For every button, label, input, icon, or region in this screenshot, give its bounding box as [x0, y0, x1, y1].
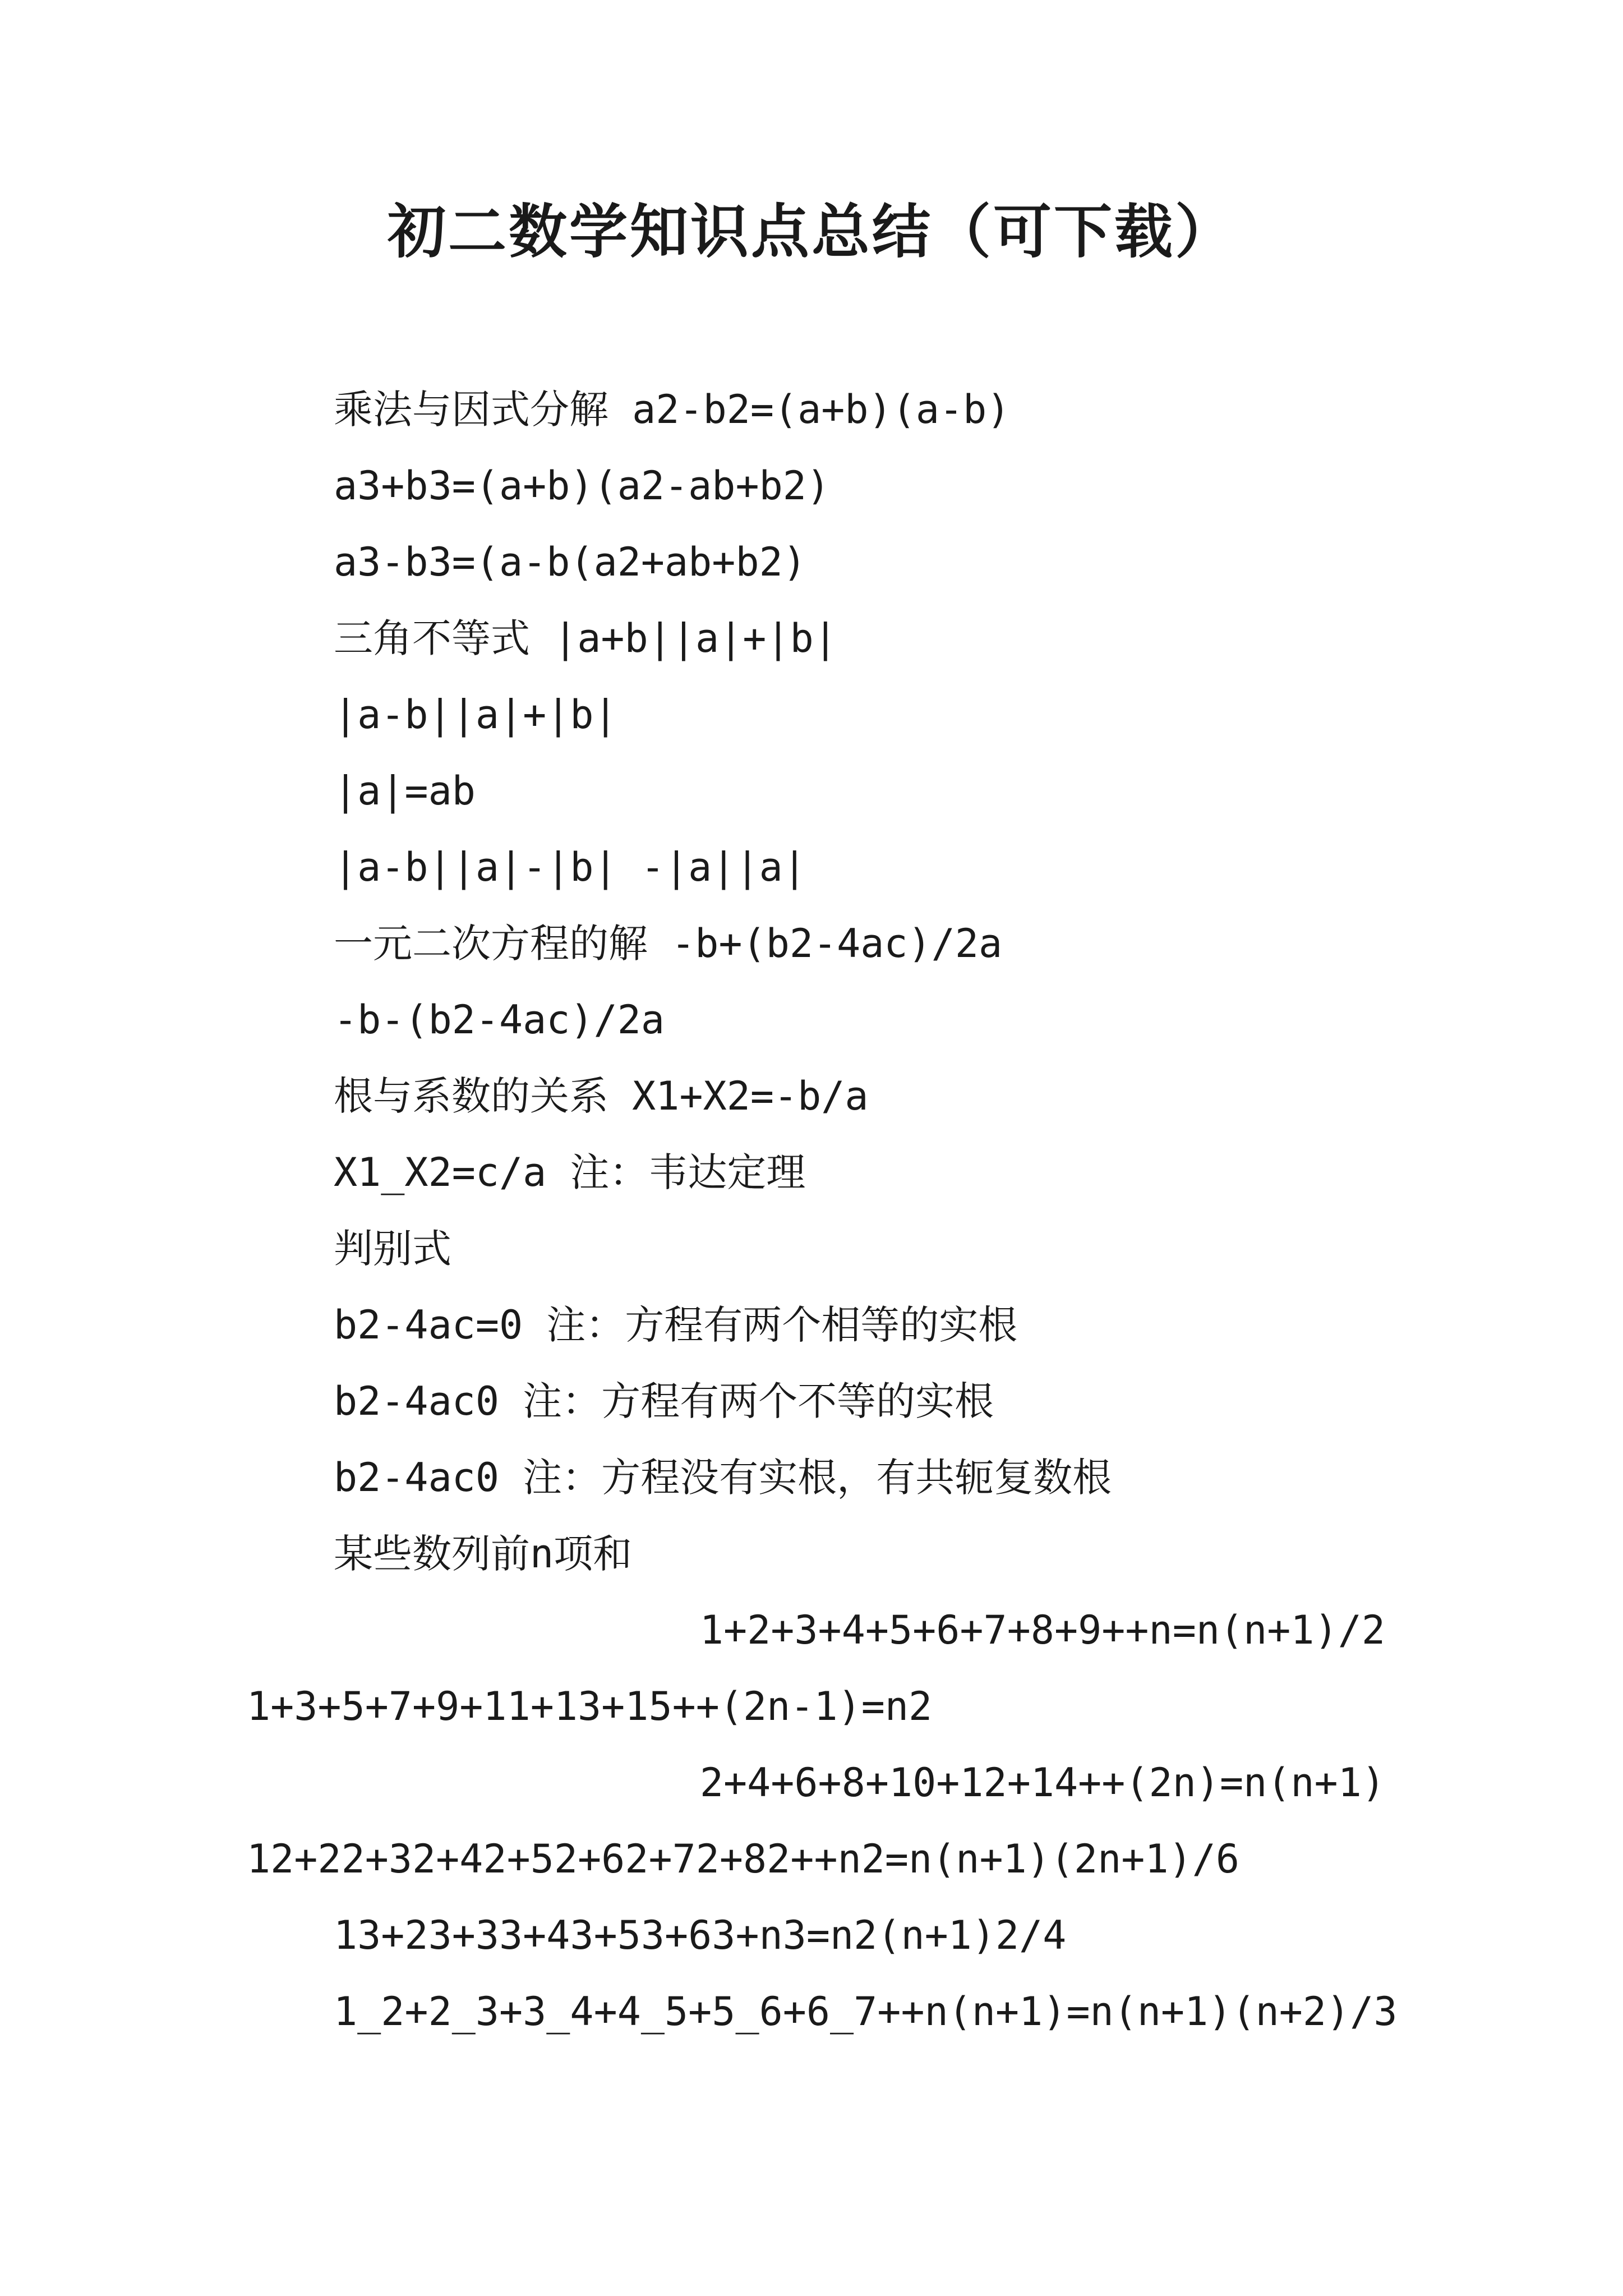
text-line: |a|=ab [334, 768, 476, 814]
text-line: 判别式 [334, 1226, 451, 1272]
text-line: 2+4+6+8+10+12+14++(2n)=n(n+1) [699, 1760, 1385, 1806]
text-line: b2-4ac=0 注：方程有两个相等的实根 [334, 1302, 1018, 1348]
text-line: 12+22+32+42+52+62+72+82++n2=n(n+1)(2n+1)/6 [247, 1836, 1240, 1882]
text-line: a3+b3=(a+b)(a2-ab+b2) [334, 463, 831, 509]
text-line: 13+23+33+43+53+63+n3=n2(n+1)2/4 [334, 1912, 1067, 1958]
text-line: b2-4ac0 注：方程没有实根，有共轭复数根 [334, 1455, 1112, 1501]
text-line: 1+2+3+4+5+6+7+8+9++n=n(n+1)/2 [699, 1607, 1385, 1653]
text-line: |a-b||a|+|b| [334, 692, 617, 738]
text-line: |a-b||a|-|b| -|a||a| [334, 844, 806, 890]
text-line: 一元二次方程的解 -b+(b2-4ac)/2a [334, 921, 1003, 967]
text-line: 根与系数的关系 X1+X2=-b/a [334, 1073, 869, 1119]
text-line: -b-(b2-4ac)/2a [334, 997, 665, 1043]
document-title: 初二数学知识点总结（可下载） [387, 197, 1235, 266]
text-line: b2-4ac0 注：方程有两个不等的实根 [334, 1378, 994, 1424]
text-line: 某些数列前n项和 [334, 1531, 633, 1577]
text-line: 1_2+2_3+3_4+4_5+5_6+6_7++n(n+1)=n(n+1)(n+2)/3 [334, 1989, 1398, 2035]
text-line: a3-b3=(a-b(a2+ab+b2) [334, 539, 806, 585]
text-line: 1+3+5+7+9+11+13+15++(2n-1)=n2 [247, 1683, 933, 1729]
text-line: 乘法与因式分解 a2-b2=(a+b)(a-b) [334, 386, 1011, 432]
text-line: X1_X2=c/a 注：韦达定理 [334, 1149, 806, 1195]
text-line: 三角不等式 |a+b||a|+|b| [334, 615, 837, 661]
